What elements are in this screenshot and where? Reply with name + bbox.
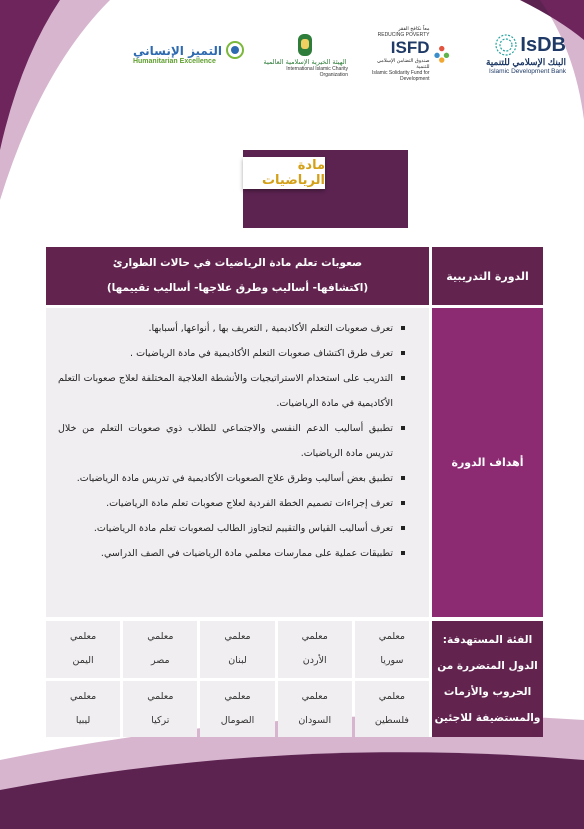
- target-label-line: الدول المتضررة من: [437, 660, 538, 672]
- target-label-line: والمستضيفة للاجئين: [434, 712, 541, 724]
- objective-item: تعرف إجراءات تصميم الخطة الفردية لعلاج صعوبات تعلم مادة الرياضيات.: [58, 491, 407, 516]
- cell-country: السودان: [298, 714, 332, 726]
- humanitarian-excellence-logo: [128, 22, 246, 86]
- cell-role: معلمي: [70, 690, 97, 702]
- isfd-arabic-top: معاً نكافح الفقر: [398, 26, 430, 32]
- isfd-emblem-icon: [433, 40, 451, 68]
- cell-role: معلمي: [378, 690, 406, 702]
- cell-country: ليبيا: [75, 714, 91, 726]
- objective-item: تعرف أساليب القياس والتقييم لتجاوز الطالب لصعوبات تعلم مادة الرياضيات.: [58, 516, 407, 541]
- cell-country: لبنان: [228, 655, 247, 667]
- iico-english: International Islamic Charity Organization: [286, 66, 348, 78]
- cell-country: فلسطين: [374, 714, 409, 726]
- isfd-arabic: صندوق التضامن الإسلامي للتنمية: [377, 58, 430, 70]
- isfd-logo: [370, 22, 450, 86]
- objective-item: تطبيق بعض أساليب وطرق علاج الصعوبات الأكاديمية في تدريس مادة الرياضيات.: [58, 466, 407, 491]
- target-row: [46, 621, 543, 737]
- cell-role: معلمي: [147, 690, 174, 702]
- isfd-english: Islamic Solidarity Fund for Development: [371, 70, 430, 82]
- he-english: Humanitarian Excellence: [132, 57, 216, 65]
- objectives-label: أهداف الدورة: [429, 308, 543, 617]
- course-row: [46, 247, 543, 305]
- target-label-line: الحروب والأزمات: [443, 686, 532, 698]
- objectives-row: [46, 308, 543, 617]
- country-cell: [355, 621, 429, 678]
- country-cell: [278, 621, 352, 678]
- course-title-line2: (اكتشافها- أساليب وطرق علاجها- أساليب تقييمها): [106, 282, 369, 294]
- cell-role: معلمي: [301, 631, 328, 643]
- cell-country: الصومال: [220, 714, 255, 726]
- iico-logo: [262, 22, 348, 86]
- cell-role: معلمي: [224, 631, 251, 643]
- target-countries-grid: [46, 621, 429, 737]
- course-label: الدورة التدريبية: [429, 247, 543, 305]
- cell-role: معلمي: [301, 690, 328, 702]
- iico-emblem-icon: [295, 30, 315, 58]
- subject-title: مادة الرياضيات: [243, 157, 325, 189]
- he-emblem-icon: [224, 40, 246, 68]
- objective-item: تطبيق أساليب الدعم النفسي والاجتماعي للطلاب ذوي صعوبات التعلم من خلال تدريس مادة الرياضيات.: [58, 416, 407, 466]
- country-cell: [200, 621, 274, 678]
- objectives-list: [58, 316, 407, 566]
- cell-role: معلمي: [224, 690, 251, 702]
- cell-role: معلمي: [147, 631, 174, 643]
- country-cell: [200, 681, 274, 738]
- country-cell: [123, 621, 197, 678]
- iico-arabic: الهيئة الخيرية الإسلامية العالمية: [263, 58, 347, 66]
- objective-item: التدريب على استخدام الاستراتيجيات والأنشطة العلاجية المختلفة لعلاج صعوبات التعلم الأكاديمية في مادة الرياضيات.: [58, 366, 407, 416]
- cell-role: معلمي: [378, 631, 406, 643]
- country-cell: [46, 621, 120, 678]
- isfd-name: ISFD: [390, 38, 430, 57]
- objective-item: تطبيقات عملية على ممارسات معلمي مادة الرياضيات في الصف الدراسي.: [58, 541, 407, 566]
- cell-country: اليمن: [72, 655, 94, 667]
- isdb-name: IsDB: [520, 33, 566, 56]
- course-title: [46, 247, 429, 305]
- isdb-arabic: البنك الإسلامي للتنمية: [485, 57, 566, 67]
- target-label-line: الفئة المستهدفة:: [442, 634, 533, 646]
- objective-item: تعرف طرق اكتشاف صعوبات التعلم الأكاديمية في مادة الرياضيات .: [58, 341, 407, 366]
- cell-role: معلمي: [70, 631, 97, 643]
- isdb-globe-icon: [494, 33, 518, 57]
- country-cell: [278, 681, 352, 738]
- cell-country: مصر: [151, 655, 170, 667]
- isfd-english-top: REDUCING POVERTY: [377, 32, 430, 38]
- country-cell: [355, 681, 429, 738]
- cell-country: سوريا: [380, 655, 404, 667]
- objective-item: تعرف صعوبات التعلم الأكاديمية , التعريف بها , أنواعها, أسبابها.: [58, 316, 407, 341]
- he-arabic: التميز الإنساني: [132, 43, 222, 58]
- objectives-content: [46, 308, 429, 617]
- isdb-english: Islamic Development Bank: [489, 68, 566, 75]
- cell-country: تركيا: [151, 714, 170, 726]
- cell-country: الأردن: [302, 655, 327, 667]
- country-cell: [46, 681, 120, 738]
- target-label: [429, 621, 543, 737]
- country-cell: [123, 681, 197, 738]
- isdb-logo: [466, 22, 566, 86]
- logos-bar: [0, 22, 584, 92]
- course-table: [46, 247, 543, 737]
- course-title-line1: صعوبات تعلم مادة الرياضيات في حالات الطوارئ: [112, 257, 363, 269]
